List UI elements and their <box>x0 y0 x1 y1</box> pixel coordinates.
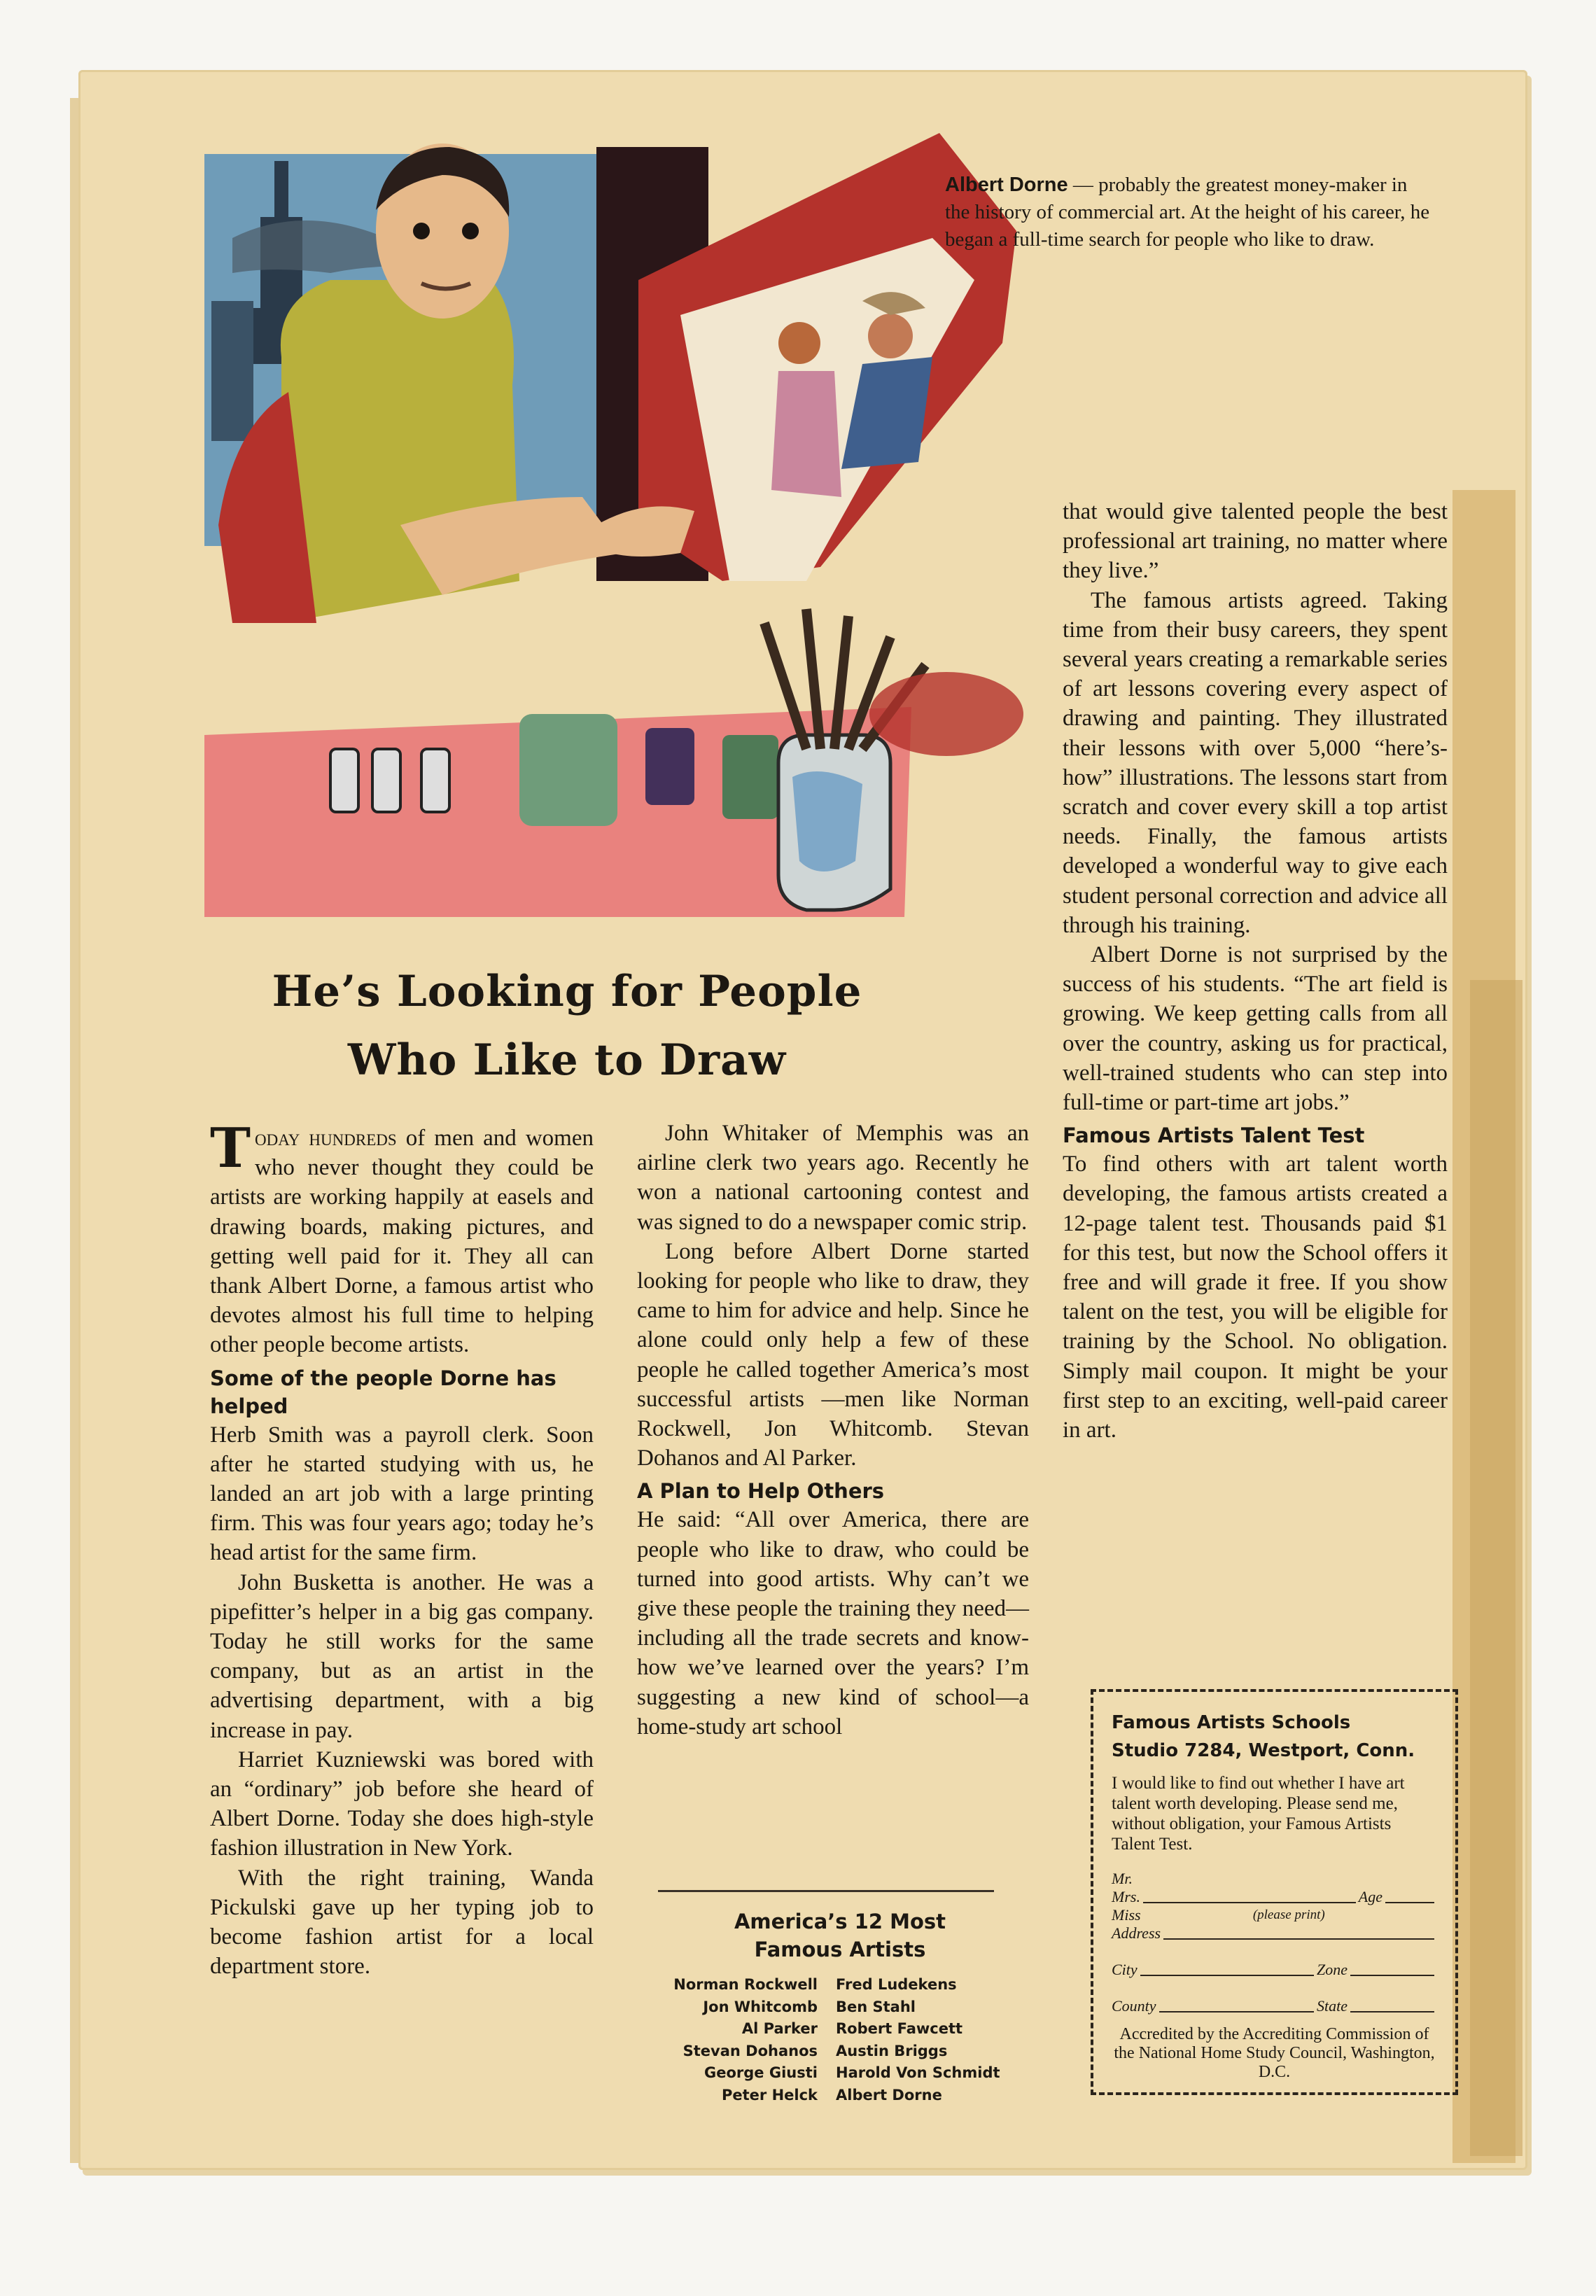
city-label: City <box>1112 1961 1138 1978</box>
paragraph: To find others with art talent worth developing, the famous artists created a 12-page talent test. Thousands paid $1 for this test, but now the School offers it free and will grade it free. If you show talent on the test, you will be eligible for training by the School. No obligation. Simply mail coupon. It might be your first step to an exciting, well-paid career in art. <box>1063 1152 1448 1443</box>
artist-name: Ben Stahl <box>836 1998 916 2015</box>
miss-label: Miss <box>1112 1906 1141 1924</box>
intro-text: of men and women who never thought they could be artists are working happily at easels and drawing boards, making pictures, and getting well paid for it. They all can thank Albert Dorne, a famous artist who devotes almost his full time to helping other people become artists. <box>210 1126 594 1358</box>
illustration-caption <box>945 172 1435 253</box>
artists-title-line-1: America’s 12 Most <box>734 1910 946 1933</box>
county-field[interactable] <box>1112 1997 1437 2015</box>
coupon-address: Studio 7284, Westport, Conn. <box>1112 1740 1415 1761</box>
list-item <box>637 1974 1043 1996</box>
albert-dorne-illustration <box>190 133 1051 920</box>
list-item <box>637 2085 1043 2107</box>
county-label: County <box>1112 1997 1156 2015</box>
paragraph: He said: “All over America, there are people who like to draw, who could be turned into good artists. Why can’t we give these people the training they need—including all the trade secrets and know-how we’ve learned over the years? I’m suggesting a new kind of school—a home-study art school <box>637 1507 1029 1740</box>
mrs-field[interactable] <box>1112 1888 1437 1906</box>
mrs-label: Mrs. <box>1112 1888 1140 1905</box>
headline <box>196 958 938 1095</box>
column-2 <box>637 1119 1029 1742</box>
list-item <box>637 2062 1043 2085</box>
coupon-school: Famous Artists Schools <box>1112 1712 1351 1733</box>
address-label: Address <box>1112 1924 1161 1942</box>
mr-field[interactable] <box>1112 1870 1437 1888</box>
artist-name: Peter Helck <box>721 2086 818 2104</box>
coupon-body: I would like to find out whether I have art talent worth developing. Please send me, without obligation, your Famous Artists Talent Test. <box>1112 1774 1405 1854</box>
paragraph: Albert Dorne is not surprised by the success of his students. “The art field is growing. We keep getting calls from all over the country, asking us for practical, well-trained students who can step into full-time or part-time art jobs.” <box>1063 942 1448 1116</box>
zone-label: Zone <box>1317 1961 1348 1978</box>
miss-field[interactable] <box>1112 1906 1437 1924</box>
list-item <box>637 2018 1043 2040</box>
subhead-plan: A Plan to Help Others <box>637 1479 885 1504</box>
age-label: Age <box>1358 1888 1382 1905</box>
column-1 <box>210 1116 594 1981</box>
city-field[interactable] <box>1112 1961 1437 1979</box>
caption-text: — probably the greatest money-maker in the history of commercial art. At the height of his career, he began a full-time search for people who like to draw. <box>945 174 1430 251</box>
paragraph: that would give talented people the best professional art training, no matter where they live.” <box>1063 499 1448 584</box>
column-3 <box>1063 497 1448 1445</box>
accreditation-note: Accredited by the Accrediting Commission of the National Home Study Council, Washington, D.C. <box>1114 2025 1435 2081</box>
paragraph: John Busketta is another. He was a pipefitter’s helper in a big gas company. Today he still works for the same company, but as an artist in the advertising department, with a big increase in pay. <box>210 1569 594 1743</box>
artists-title <box>637 1907 1043 1963</box>
artist-name: George Giusti <box>704 2064 818 2081</box>
intro-paragraph <box>210 1116 594 1360</box>
address-field[interactable] <box>1112 1924 1437 1942</box>
mr-label: Mr. <box>1112 1870 1133 1887</box>
tape-stain <box>1470 980 1522 2156</box>
subhead-people-helped: Some of the people Dorne has helped <box>210 1366 556 1418</box>
drop-cap: T <box>210 1116 251 1180</box>
artist-name: Fred Ludekens <box>836 1976 957 1993</box>
caption-name: Albert Dorne <box>945 174 1068 196</box>
artist-name: Al Parker <box>741 2020 818 2037</box>
intro-smallcaps: oday hundreds <box>255 1126 397 1151</box>
paragraph: With the right training, Wanda Pickulski gave up her typing job to become fashion artist for a local department store. <box>210 1865 594 1980</box>
artist-name: Stevan Dohanos <box>682 2042 818 2059</box>
artist-name: Jon Whitcomb <box>703 1998 818 2015</box>
artist-name: Albert Dorne <box>836 2086 942 2104</box>
artist-name: Harold Von Schmidt <box>836 2064 1000 2081</box>
divider <box>658 1890 994 1892</box>
artists-list <box>637 1974 1043 2106</box>
list-item <box>637 2040 1043 2063</box>
subhead-talent-test: Famous Artists Talent Test <box>1063 1124 1365 1148</box>
coupon-form <box>1112 1870 1437 2015</box>
paragraph: The famous artists agreed. Taking time from their busy careers, they spent several years creating a remarkable series of art lessons covering every aspect of drawing and painting. They illustrated their lessons with over 5,000 “here’s-how” illustrations. The lessons start from scratch and cover every skill a top artist needs. Finally, the famous artists developed a wonderful way to give each student personal correction and advice all through his training. <box>1063 587 1448 938</box>
mail-coupon[interactable] <box>1091 1689 1458 2095</box>
state-label: State <box>1317 1997 1348 2015</box>
paragraph: Herb Smith was a payroll clerk. Soon after he started studying with us, he landed an art job with a large printing firm. This was four years ago; today he’s head artist for the same firm. <box>210 1422 594 1566</box>
artist-name: Robert Fawcett <box>836 2020 963 2037</box>
list-item <box>637 1996 1043 2019</box>
bowl <box>869 672 1023 756</box>
print-hint: (please print) <box>1252 1907 1325 1922</box>
paragraph: Long before Albert Dorne started looking for people who like to draw, they came to him for advice and help. Since he alone could only help a few of these people he called together America’s most successful artists —men like Norman Rockwell, Jon Whitcomb. Stevan Dohanos and Al Parker. <box>637 1238 1029 1471</box>
headline-line-2: Who Like to Draw <box>347 1035 787 1085</box>
artist-name: Norman Rockwell <box>673 1976 818 1993</box>
paint-jar <box>519 714 617 826</box>
paragraph: John Whitaker of Memphis was an airline clerk two years ago. Recently he won a national cartooning contest and was signed to do a newspaper comic strip. <box>637 1121 1029 1235</box>
artist-name: Austin Briggs <box>836 2042 948 2059</box>
headline-line-1: He’s Looking for People <box>272 967 862 1016</box>
paragraph: Harriet Kuzniewski was bored with an “ordinary” job before she heard of Albert Dorne. Today she does high-style fashion illustration in New York. <box>210 1746 594 1861</box>
artists-title-line-2: Famous Artists <box>754 1938 926 1961</box>
